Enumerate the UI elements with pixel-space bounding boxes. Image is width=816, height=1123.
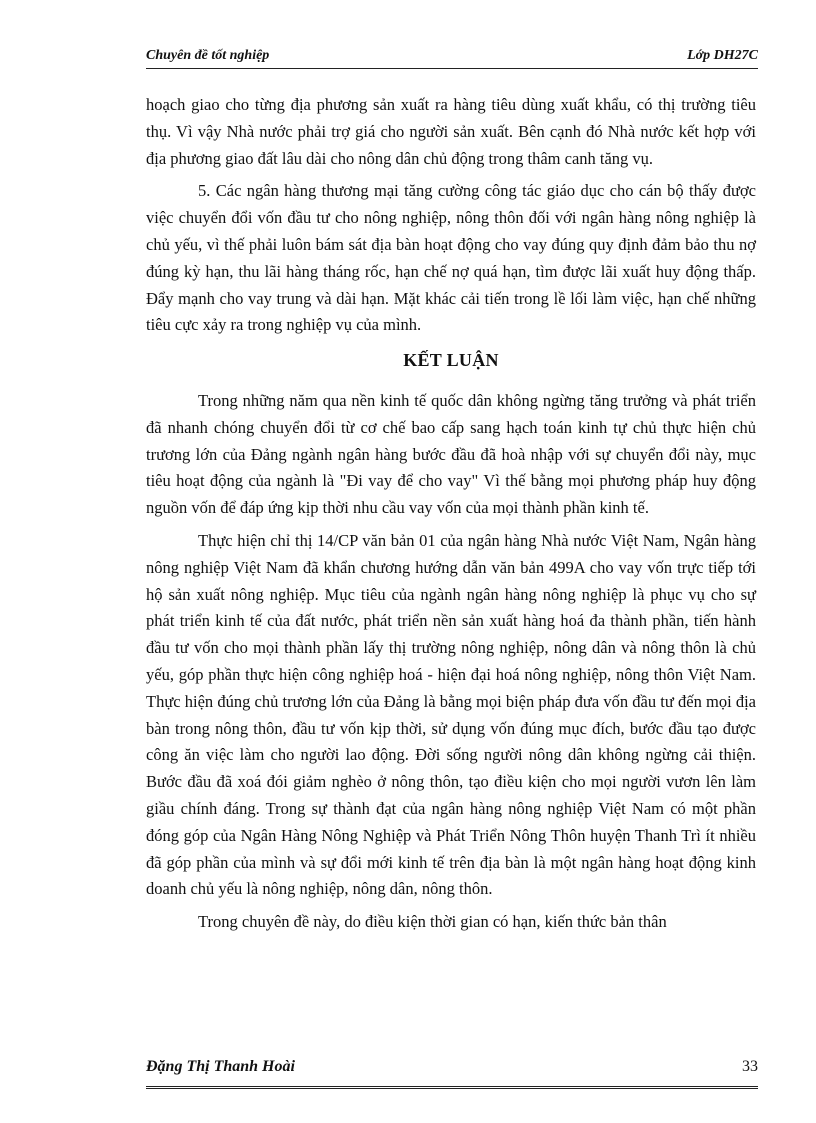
section-heading: KẾT LUẬN [403, 350, 499, 371]
page-number: 33 [742, 1058, 758, 1075]
paragraph-continued: hoạch giao cho từng địa phương sản xuất ra hàng tiêu dùng xuất khẩu, có thị trường tiêu thụ. Vì vậy Nhà nước phải trợ giá cho người sản xuất. Bên cạnh đó Nhà nước kết hợp với địa phương giao đất lâu dài cho nông dân chủ động trong thâm canh tăng vụ. [146, 95, 756, 168]
header-title: Chuyên đề tốt nghiệp [146, 48, 270, 63]
page-header [146, 48, 758, 69]
conclusion-paragraph-3: Trong chuyên đề này, do điều kiện thời gian có hạn, kiến thức bản thân [198, 912, 667, 932]
page-footer [146, 1058, 758, 1089]
paragraph-item-5: 5. Các ngân hàng thương mại tăng cường công tác giáo dục cho cán bộ thấy được việc chuyển đổi vốn đầu tư cho nông nghiệp, nông thôn đối với ngân hàng nông nghiệp là chủ yếu, vì thế phải luôn bám sát địa bàn hoạt động cho vay đúng quy định đảm bảo thu nợ đúng kỳ hạn, thu lãi hàng tháng rốc, hạn chế nợ quá hạn, tìm được lãi xuất huy động thấp. Đẩy mạnh cho vay trung và dài hạn. Mặt khác cải tiến trong lề lối làm việc, hạn chế những tiêu cực xảy ra trong nghiệp vụ của mình. [146, 181, 756, 335]
conclusion-paragraph-1: Trong những năm qua nền kinh tế quốc dân không ngừng tăng trưởng và phát triển đã nhanh chóng chuyển đổi từ cơ chế bao cấp sang hạch toán kinh tự chủ thực hiện chủ trương lớn của Đảng ngành ngân hàng bước đầu đã hoà nhập với sự chuyển đổi này, mục tiêu hoạt động của ngành là "Đi vay để cho vay" Vì thế bằng mọi phương pháp huy động nguồn vốn để đáp ứng kịp thời nhu cầu vay vốn của mọi thành phần kinh tế. [146, 390, 756, 518]
conclusion-paragraph-2: Thực hiện chỉ thị 14/CP văn bản 01 của ngân hàng Nhà nước Việt Nam, Ngân hàng nông nghiệp Việt Nam đã khẩn chương hướng dẫn văn bản 499A cho vay vốn trực tiếp tới hộ sản xuất nông nghiệp. Mục tiêu của ngành ngân hàng nông nghiệp là phục vụ cho sự phát triển kinh tế của đất nước, phát triển nền sản xuất hàng hoá đa thành phần, tiến hành đầu tư vốn cho mọi thành phần lấy thị trường nông nghiệp, nông dân và nông thôn là chủ yếu, góp phần thực hiện công nghiệp hoá - hiện đại hoá nông nghiệp, nông thôn Việt Nam. Thực hiện đúng chủ trương lớn của Đảng là bằng mọi biện pháp đưa vốn đầu tư đến mọi địa bàn trong nông thôn, đầu tư vốn kịp thời, sử dụng vốn đúng mục đích, bước đầu tạo được công ăn việc làm cho người lao động. Đời sống người nông dân không ngừng cải thiện. Bước đầu đã xoá đói giảm nghèo ở nông thôn, tạo điều kiện cho mọi người vươn lên làm giầu chính đáng. Trong sự thành đạt của ngân hàng nông nghiệp Việt Nam có một phần đóng góp của Ngân Hàng Nông Nghiệp và Phát Triển Nông Thôn huyện Thanh Trì ít nhiều đã góp phần của mình và sự đổi mới kinh tế trên địa bàn là một ngân hàng hoạt động kinh doanh chủ yếu là nông nghiệp, nông dân, nông thôn. [146, 530, 756, 899]
body-text [146, 92, 756, 942]
footer-author: Đặng Thị Thanh Hoài [146, 1058, 295, 1075]
header-class: Lớp DH27C [687, 48, 758, 63]
